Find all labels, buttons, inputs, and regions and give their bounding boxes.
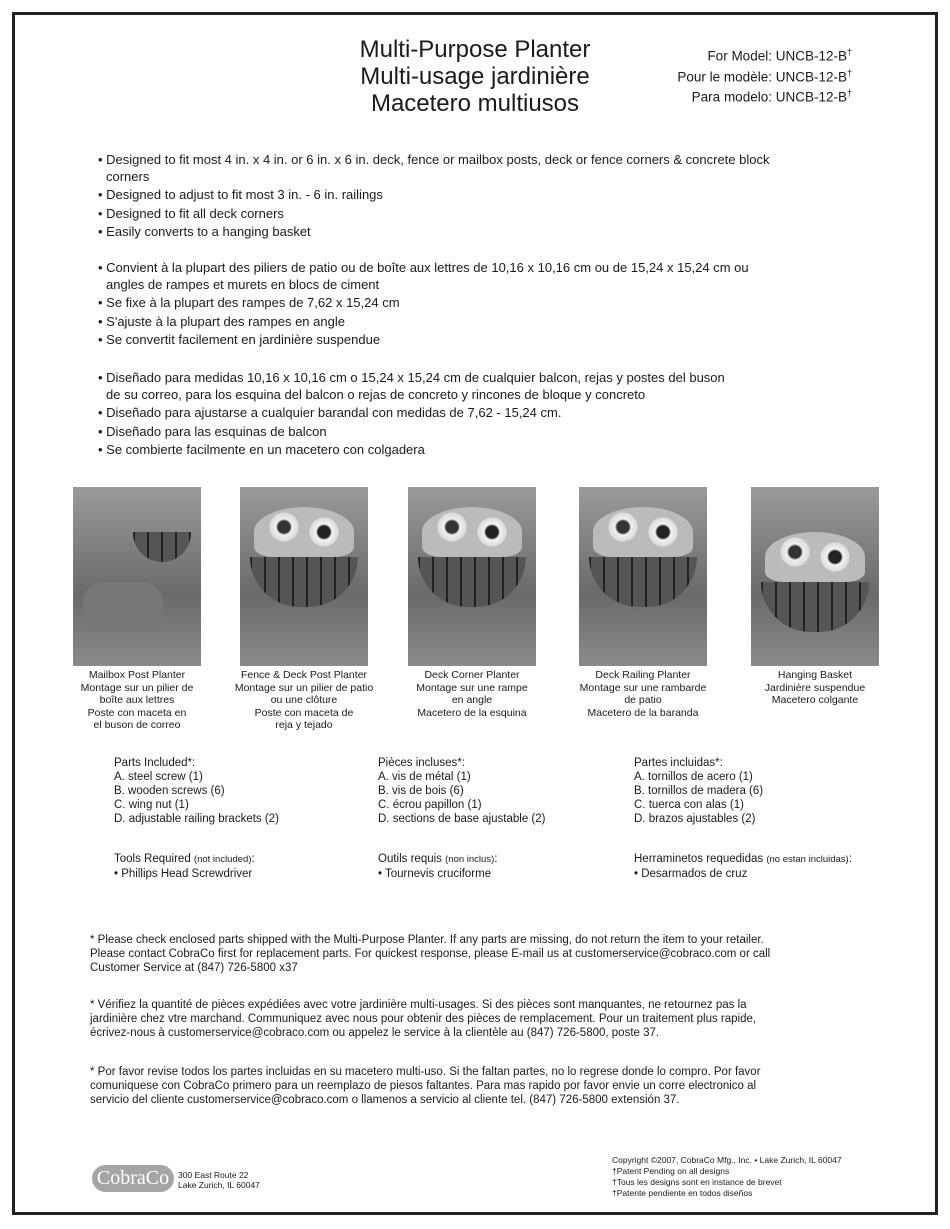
caption-deck-corner: Deck Corner Planter Montage sur une rampe en angle Macetero de la esquina [416, 669, 528, 719]
cobraco-logo: CobraCo [92, 1165, 174, 1192]
feature: • Designed to fit all deck corners [98, 205, 284, 221]
page-title [300, 36, 650, 117]
model-info [677, 44, 852, 106]
parts-es: Partes incluidas*: A. tornillos de acero (1) B. tornillos de madera (6) C. tuerca con alas (1) D. brazos ajustables (2) Herraminetos requedidas (no estan incluidas): • Desarmados de cruz [634, 757, 852, 880]
feature: • Convient à la plupart des piliers de patio ou de boîte aux lettres de 10,16 x 10,16 cm ou de 15,24 x 15,24 cm ou angles de rampes et murets en blocs de ciment [98, 260, 749, 292]
title-es: Macetero multiusos [370, 90, 580, 117]
note-en: * Please check enclosed parts shipped with the Multi-Purpose Planter. If any parts are missing, do not return the item to your retailer. Please contact CobraCo first for replacement parts. For quickest response, please E-mail us at customerservice@cobraco.com or call Customer Service at (847) 726-5800 x37 [90, 934, 771, 974]
feature: • S'ajuste à la plupart des rampes en angle [98, 313, 345, 329]
mailbox-post-photo [73, 487, 201, 666]
features-en [98, 152, 778, 243]
feature: • Designed to fit most 4 in. x 4 in. or 6 in. x 6 in. deck, fence or mailbox posts, deck or fence corners & concrete block corners [98, 152, 770, 184]
feature: • Diseñado para medidas 10,16 x 10,16 cm o 15,24 x 15,24 cm de cualquier balcon, rejas y postes del buson de su correo, para los esquina del balcon o rejas de concreto y rincones de bloque y concreto [98, 370, 725, 402]
feature: • Diseñado para ajustarse a cualquier barandal con medidas de 7,62 - 15,24 cm. [98, 405, 562, 420]
model-fr: Pour le modèle: UNCB-12-B† [677, 67, 852, 84]
note-es: * Por favor revise todos los partes incluidas en su macetero multi-uso. Si the faltan partes, no lo regrese donde lo compro. Por favor comuniquese con CobraCo primero para un reemplazo de piesos faltantes. Para mas rapido por favor envie un corre electronico al servicio del cliente customerservice@cobraco.com o llamenos a servicio al cliente tel. (847) 726-5800 extensión 37. [90, 1066, 761, 1106]
caption-hanging-basket: Hanging Basket Jardinière suspendue Macetero colgante [764, 669, 866, 706]
caption-fence-deck: Fence & Deck Post Planter Montage sur un pilier de patio ou une clôture Poste con maceta de reja y tejado [234, 669, 374, 731]
caption-mailbox: Mailbox Post Planter Montage sur un pilier de boîte aux lettres Poste con maceta en el buson de correo [80, 669, 194, 731]
title-en: Multi-Purpose Planter [359, 36, 591, 63]
parts-fr: Pièces incluses*: A. vis de métal (1) B. vis de bois (6) C. écrou papillon (1) D. sections de base ajustable (2) Outils requis (non inclus): • Tournevis cruciforme [378, 757, 546, 880]
copyright: Copyright ©2007, CobraCo Mfg., Inc. • Lake Zurich, IL 60047 †Patent Pending on all designs †Tous les designs sont en instance de brevet †Patente pendiente en todos diseños [612, 1155, 842, 1198]
feature: • Se fixe à la plupart des rampes de 7,62 x 15,24 cm [98, 295, 400, 310]
feature: • Diseñado para las esquinas de balcon [98, 423, 327, 439]
parts-en: Parts Included*: A. steel screw (1) B. wooden screws (6) C. wing nut (1) D. adjustable railing brackets (2) Tools Required (not included): • Phillips Head Screwdriver [114, 757, 279, 880]
hanging-basket-photo [751, 487, 879, 666]
features-fr [98, 260, 778, 351]
model-en: For Model: UNCB-12-B† [707, 47, 852, 64]
caption-deck-railing: Deck Railing Planter Montage sur une rambarde de patio Macetero de la baranda [579, 669, 707, 719]
note-fr: * Vérifiez la quantité de pièces expédiées avec votre jardinière multi-usages. Si des pièces sont manquantes, ne retournez pas la jardinière chez vtre marchand. Communiquez avec nous pour obtenir des pièces de remplacement. Pour un traitement plus rapide, écrivez-nous à customerservice@cobraco.com ou appelez le service à la clientèle au (847) 726-5800, poste 37. [90, 999, 757, 1039]
fence-deck-post-photo [240, 487, 368, 666]
feature: • Designed to adjust to fit most 3 in. - 6 in. railings [98, 187, 383, 202]
deck-railing-photo [579, 487, 707, 666]
model-es: Para modelo: UNCB-12-B† [691, 88, 852, 105]
feature: • Easily converts to a hanging basket [98, 224, 311, 239]
feature: • Se combierte facilmente en un macetero con colgadera [98, 442, 425, 457]
title-fr: Multi-usage jardinière [360, 63, 590, 90]
features-es [98, 370, 738, 461]
feature: • Se convertit facilement en jardinière suspendue [98, 332, 381, 347]
company-address: 300 East Route 22 Lake Zurich, IL 60047 [178, 1170, 260, 1190]
deck-corner-photo [408, 487, 536, 666]
